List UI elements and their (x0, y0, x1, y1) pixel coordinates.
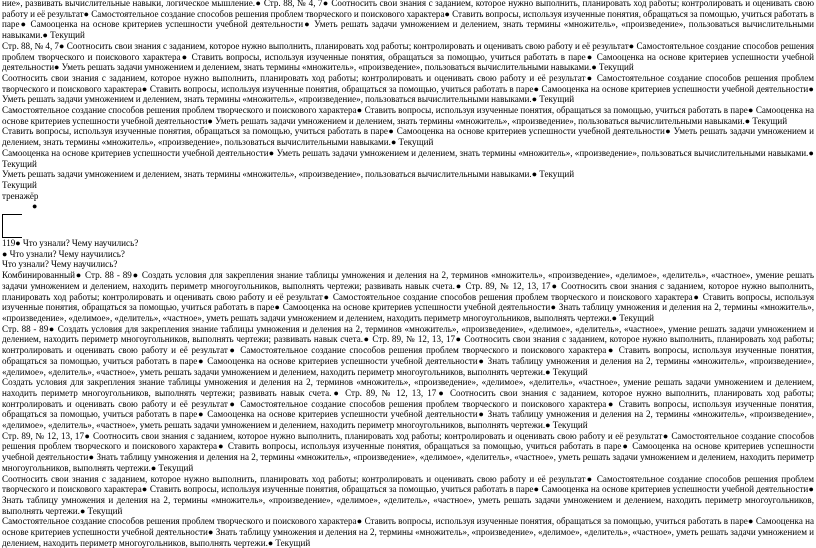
paragraph-12: Создать условия для закрепления знание таблицы умножения и деления на 2, терминов «множитель», «произведение», «делимое», «делитель», «частное», умение решать задачи умножением и делением, находить периметр многоугольников, выполнять чертежи; развивать навык счета.● Стр. 89, № 12, 13, 17● Соотносить свои знания с заданием, которое нужно выполнить, планировать ход работы; контролировать и оценивать свою работу и её результат● Самостоятельное создание способов решения проблем творческого и поискового характера● Ставить вопросы, используя изученные понятия, обращаться за помощью, учиться работать в паре● Самооценка на основе критериев успешности учебной деятельности● Знать таблицу умножения и деления на 2, термины «множитель», «произведение», «делимое», «делитель», «частное», уметь решать задачи умножением и делением, находить периметр многоугольников, выполнять чертежи.● Текущий (2, 377, 814, 431)
paragraph-1: ние», развивать вычислительные навыки, логическое мышление.● Стр. 88, № 4, 7● Соотносить свои знания с заданием, которое нужно выполнить, планировать ход работы; контролировать и оценивать свою работу и её результат● Самостоятельное создание способов решения проблем творческого и поискового характера● Ставить вопросы, используя изученные понятия, обращаться за помощью, учиться работать в паре● Самооценка на основе критериев успешности учебной деятельности● Уметь решать задачи умножением и делением, знать термины «множитель», «произведение», пользоваться вычислительными навыками.● Текущий (2, 0, 814, 41)
paragraph-6: Самооценка на основе критериев успешности учебной деятельности● Уметь решать задачи умножением и делением, знать термины «множитель», «произведение», пользоваться вычислительными навыками.● Текущий (2, 147, 814, 169)
empty-table-cell (2, 214, 22, 238)
paragraph-7: Уметь решать задачи умножением и делением, знать термины «множитель», «произведение», пользоваться вычислительными навыками.● Текущий (2, 169, 575, 180)
paragraph-14: Соотносить свои знания с заданием, которое нужно выполнить, планировать ход работы; контролировать и оценивать свою работу и её результат● Самостоятельное создание способов решения проблем творческого и поискового характера● Ставить вопросы, используя изученные понятия, обращаться за помощью, учиться работать в паре● Самооценка на основе критериев успешности учебной деятельности● Знать таблицу умножения и деления на 2, термины «множитель», «произведение», «делимое», «делитель», «частное», уметь решать задачи умножением и делением, находить периметр многоугольников, выполнять чертежи.● Текущий (2, 473, 814, 516)
paragraph-5: Ставить вопросы, используя изученные понятия, обращаться за помощью, учиться работать в паре● Самооценка на основе критериев успешности учебной деятельности● Уметь решать задачи умножением и делением, знать термины «множитель», «произведение», пользоваться вычислительными навыками.● Текущий (2, 126, 814, 148)
bullet-mark: ● (32, 201, 38, 212)
paragraph-15: Самостоятельное создание способов решения проблем творческого и поискового характера● Ставить вопросы, используя изученные понятия, обращаться за помощью, учиться работать в паре● Самооценка на основе критериев успешности учебной деятельности● Знать таблицу умножения и деления на 2, термины «множитель», «произведение», «делимое», «делитель», «частное», уметь решать задачи умножением и делением, находить периметр многоугольников, выполнять чертежи.● Текущий (2, 516, 814, 548)
paragraph-3: Соотносить свои знания с заданием, которое нужно выполнить, планировать ход работы; контролировать и оценивать свою работу и её результат● Самостоятельное создание способов решения проблем творческого и поискового характера● Ставить вопросы, используя изученные понятия, обращаться за помощью, учиться работать в паре● Самооценка на основе критериев успешности учебной деятельности● Уметь решать задачи умножением и делением, знать термины «множитель», «произведение», пользоваться вычислительными навыками.● Текущий (2, 72, 814, 105)
paragraph-4: Самостоятельное создание способов решения проблем творческого и поискового характера● Ставить вопросы, используя изученные понятия, обращаться за помощью, учиться работать в паре● Самооценка на основе критериев успешности учебной деятельности● Уметь решать задачи умножением и делением, знать термины «множитель», «произведение», пользоваться вычислительными навыками.● Текущий (2, 105, 814, 126)
paragraph-9: тренажёр (2, 190, 39, 201)
paragraph-13: Стр. 89, № 12, 13, 17● Соотносить свои знания с заданием, которое нужно выполнить, планировать ход работы; контролировать и оценивать свою работу и её результат● Самостоятельное создание способов решения проблем творческого и поискового характера● Ставить вопросы, используя изученные понятия, обращаться за помощью, учиться работать в паре● Самооценка на основе критериев успешности учебной деятельности● Знать таблицу умножения и деления на 2, термины «множитель», «произведение», «делимое», «делитель», «частное», уметь решать задачи умножением и делением, находить периметр многоугольников, выполнять чертежи.● Текущий (2, 430, 814, 473)
mid-line-2: ● Что узнали? Чему научились? (2, 248, 125, 259)
mid-line-1: 119● Что узнали? Чему научились? (2, 238, 139, 249)
paragraph-10: Комбинированный● Стр. 88 - 89● Создать условия для закрепления знание таблицы умножения и деления на 2, терминов «множитель», «произведение», «делимое», «делитель», «частное», умение решать задачи умножением и делением, находить периметр многоугольников, выполнять чертежи; развивать навык счета.● Стр. 89, № 12, 13, 17● Соотносить свои знания с заданием, которое нужно выполнить, планировать ход работы; контролировать и оценивать свою работу и её результат● Самостоятельное создание способов решения проблем творческого и поискового характера● Ставить вопросы, используя изученные понятия, обращаться за помощью, учиться работать в паре● Самооценка на основе критериев успешности учебной деятельности● Знать таблицу умножения и деления на 2, термины «множитель», «произведение», «делимое», «делитель», «частное», уметь решать задачи умножением и делением, находить периметр многоугольников, выполнять чертежи.● Текущий (2, 270, 814, 323)
paragraph-8: Текущий (2, 179, 37, 190)
paragraph-11: Стр. 88 - 89● Создать условия для закрепления знание таблицы умножения и деления на 2, терминов «множитель», «произведение», «делимое», «делитель», «частное», умение решать задачи умножением и делением, находить периметр многоугольников, выполнять чертежи; развивать навык счета.● Стр. 89, № 12, 13, 17● Соотносить свои знания с заданием, которое нужно выполнить, планировать ход работы; контролировать и оценивать свою работу и её результат● Самостоятельное создание способов решения проблем творческого и поискового характера● Ставить вопросы, используя изученные понятия, обращаться за помощью, учиться работать в паре● Самооценка на основе критериев успешности учебной деятельности● Знать таблицу умножения и деления на 2, термины «множитель», «произведение», «делимое», «делитель», «частное», уметь решать задачи умножением и делением, находить периметр многоугольников, выполнять чертежи.● Текущий (2, 323, 814, 377)
paragraph-2: Стр. 88, № 4, 7● Соотносить свои знания с заданием, которое нужно выполнить, планировать ход работы; контролировать и оценивать свою работу и её результат● Самостоятельное создание способов решения проблем творческого и поискового характера● Ставить вопросы, используя изученные понятия, обращаться за помощью, учиться работать в паре● Самооценка на основе критериев успешности учебной деятельности● Уметь решать задачи умножением и делением, знать термины «множитель», «произведение», пользоваться вычислительными навыками.● Текущий (2, 40, 814, 73)
mid-line-3: Что узнали? Чему научились? (2, 259, 118, 270)
